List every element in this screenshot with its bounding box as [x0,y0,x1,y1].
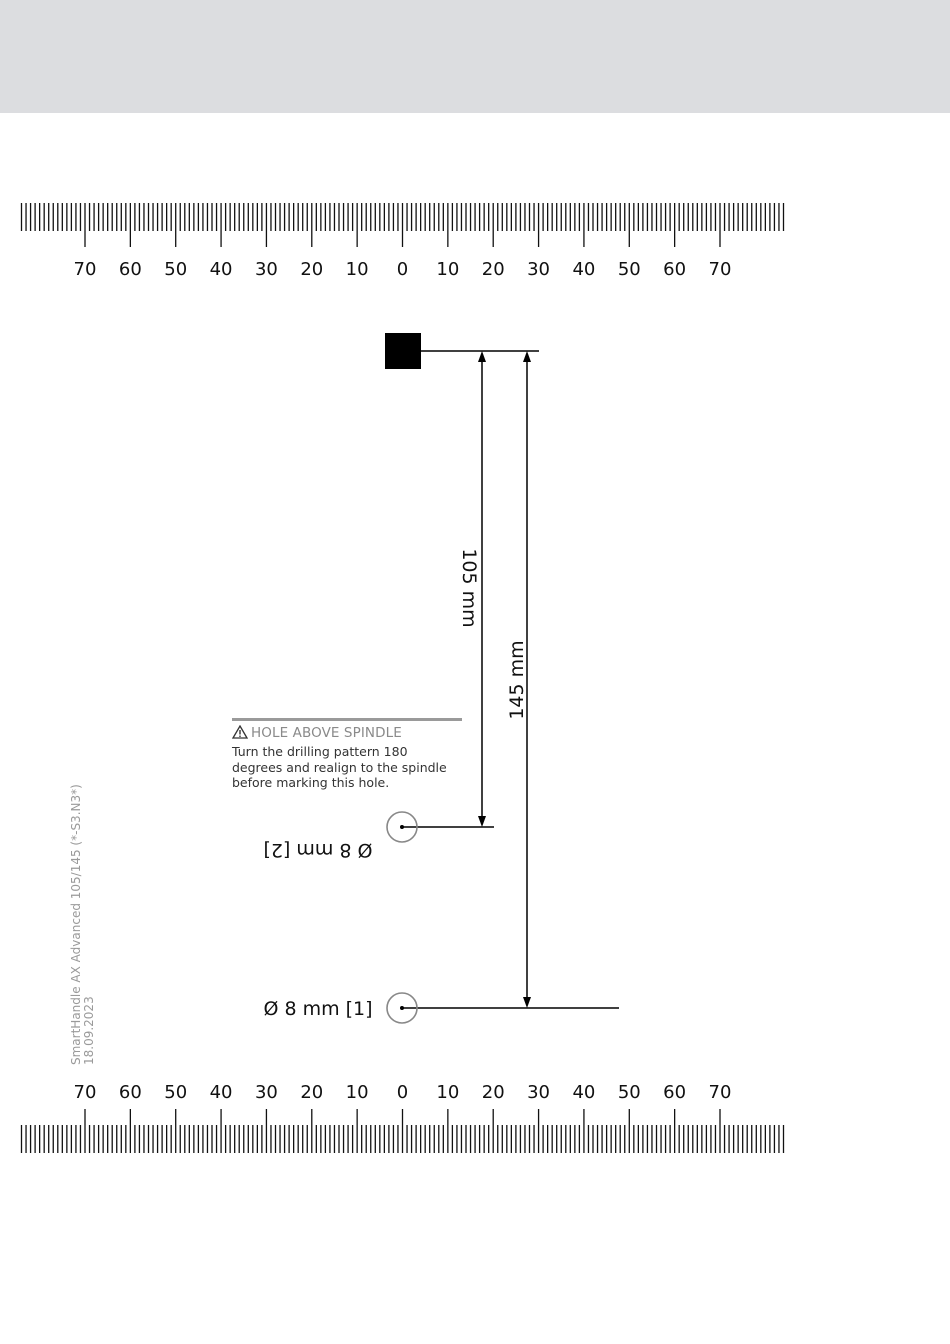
top-ruler-labels [74,259,732,280]
ruler-label: 20 [481,1082,505,1103]
ruler-label: 20 [481,259,505,280]
ruler-label: 10 [436,259,460,280]
ruler-label: 40 [209,259,233,280]
ruler-label: 20 [300,1082,324,1103]
dimension-label-145: 145 mm [506,640,528,720]
ruler-label: 50 [164,1082,188,1103]
warning-note [232,718,462,791]
spindle-marker [385,333,421,369]
product-name: SmartHandle AX Advanced 105/145 (*-S3.N3*) [69,784,83,1065]
ruler-label: 40 [572,259,596,280]
bottom-ruler-labels [74,1082,732,1103]
ruler-label: 30 [527,1082,551,1103]
ruler-label: 70 [73,259,97,280]
document-date: 18.09.2023 [82,996,96,1065]
ruler-label: 50 [617,259,641,280]
ruler-label: 40 [209,1082,233,1103]
ruler-label: 10 [345,259,369,280]
ruler-label: 70 [708,1082,732,1103]
ruler-label: 40 [572,1082,596,1103]
warning-triangle-icon [232,725,248,739]
ruler-label: 60 [118,259,142,280]
dimension-label-105: 105 mm [458,548,480,628]
ruler-label: 10 [345,1082,369,1103]
warning-text: Turn the drilling pattern 180 degrees and realign to the spindle before marking this hole. [232,744,447,790]
ruler-label: 60 [663,259,687,280]
ruler-label: 30 [254,259,278,280]
hole-2-label: Ø 8 mm [2] [263,839,373,861]
ruler-label: 30 [254,1082,278,1103]
ruler-label: 30 [527,259,551,280]
ruler-label: 70 [73,1082,97,1103]
ruler-label: 0 [396,1082,409,1103]
product-side-note [70,784,96,1065]
ruler-label: 60 [118,1082,142,1103]
hole-1-label: Ø 8 mm [1] [263,998,373,1020]
warning-rule [232,718,462,721]
ruler-label: 50 [617,1082,641,1103]
warning-title: HOLE ABOVE SPINDLE [251,725,402,741]
top-ruler [22,203,784,247]
ruler-label: 20 [300,259,324,280]
bottom-ruler [22,1109,784,1153]
ruler-label: 70 [708,259,732,280]
ruler-label: 50 [164,259,188,280]
ruler-label: 0 [396,259,409,280]
ruler-label: 60 [663,1082,687,1103]
ruler-label: 10 [436,1082,460,1103]
